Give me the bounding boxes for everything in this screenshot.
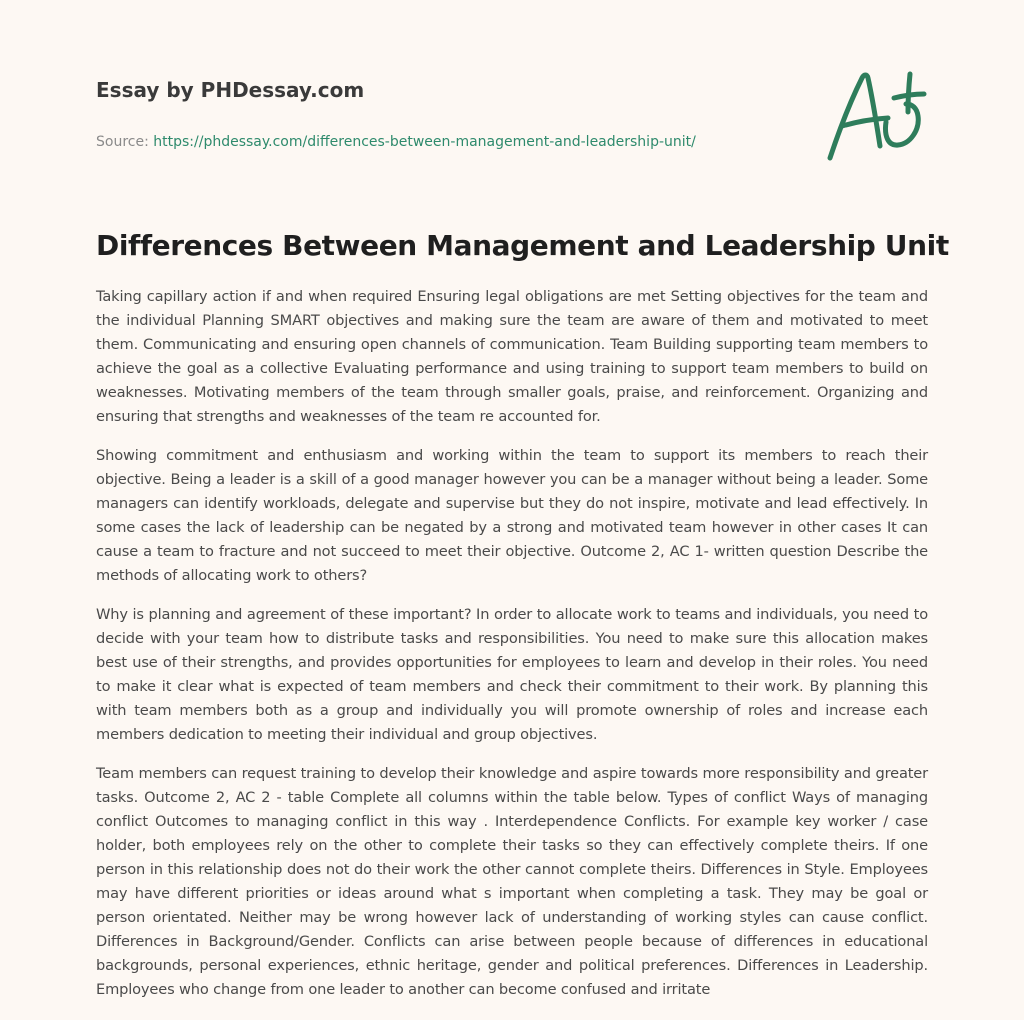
article-body [96,285,928,1017]
article-paragraph: Taking capillary action if and when required Ensuring legal obligations are met Setting objectives for the team and the individual Planning SMART objectives and making sure the team are aware of them and motivated to meet them. Communicating and ensuring open channels of communication. Team Building supporting team members to achieve the goal as a collective Evaluating performance and using training to support team members to build on weaknesses. Motivating members of the team through smaller goals, praise, and reinforcement. Organizing and ensuring that strengths and weaknesses of the team re accounted for. [96,288,928,425]
site-brand: Essay by PHDessay.com [96,78,365,102]
source-label: Source: [96,134,154,150]
article-paragraph: Showing commitment and enthusiasm and working within the team to support its members to reach their objective. Being a leader is a skill of a good manager however you can be a manager without being a leader. Some managers can identify workloads, delegate and supervise but they do not inspire, motivate and lead effectively. In some cases the lack of leadership can be negated by a strong and motivated team however in other cases It can cause a team to fracture and not succeed to meet their objective. Outcome 2, AC 1- written question Describe the methods of allocating work to others? [96,447,928,584]
a-plus-logo-icon [822,64,932,164]
source-line [96,132,796,152]
page-header [96,74,796,152]
article-title: Differences Between Management and Leadership Unit [96,229,949,262]
source-link[interactable]: https://phdessay.com/differences-between-management-and-leadership-unit/ [153,134,696,150]
article-paragraph: Team members can request training to develop their knowledge and aspire towards more responsibility and greater tasks. Outcome 2, AC 2 - table Complete all columns within the table below. Types of conflict Ways of managing conflict Outcomes to managing conflict in this way . Interdependence Conflicts. For example key worker / case holder, both employees rely on the other to complete their tasks so they can effectively complete theirs. If one person in this relationship does not do their work the other cannot complete theirs. Differences in Style. Employees may have different priorities or ideas around what s important when completing a task. They may be goal or person orientated. Neither may be wrong however lack of understanding of working styles can cause conflict. Differences in Background/Gender. Conflicts can arise between people because of differences in educational backgrounds, personal experiences, ethnic heritage, gender and political preferences. Differences in Leadership. Employees who change from one leader to another can become confused and irritate [96,765,928,998]
article-paragraph: Why is planning and agreement of these important? In order to allocate work to teams and individuals, you need to decide with your team how to distribute tasks and responsibilities. You need to make sure this allocation makes best use of their strengths, and provides opportunities for employees to learn and develop in their roles. You need to make it clear what is expected of team members and check their commitment to their work. By planning this with team members both as a group and individually you will promote ownership of roles and increase each members dedication to meeting their individual and group objectives. [96,606,928,743]
